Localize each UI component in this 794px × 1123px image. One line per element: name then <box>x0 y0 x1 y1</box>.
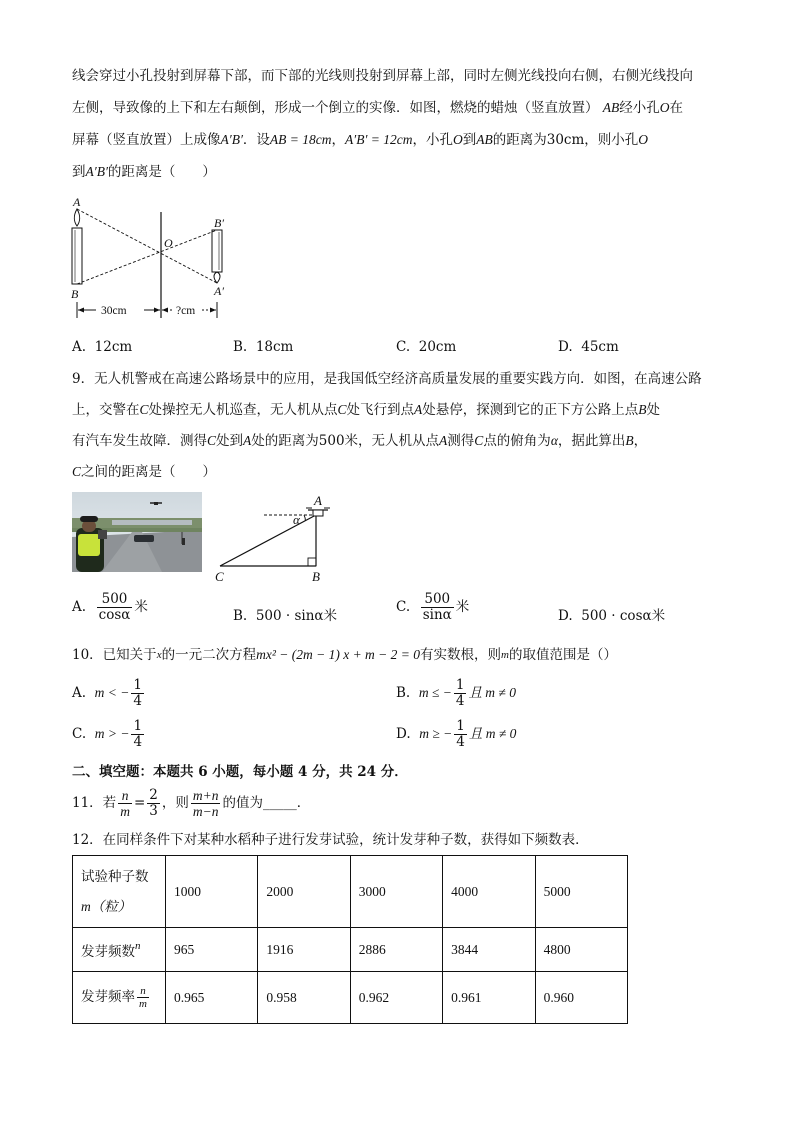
ray-a <box>77 209 217 283</box>
option-unit: 米 <box>455 599 470 615</box>
denominator: m <box>120 804 130 819</box>
option-letter: A. <box>72 339 87 355</box>
table-row <box>73 928 628 972</box>
q9-line-4 <box>72 464 216 480</box>
option-letter: D. <box>558 339 573 355</box>
label-a: A <box>314 493 322 508</box>
fraction <box>147 788 160 819</box>
option-letter: C. <box>396 599 411 615</box>
q9-text: 处悬停，探测到它的正下方公路上点 <box>422 402 639 418</box>
q8-var: AB <box>476 132 493 147</box>
drone-triangle-diagram <box>210 492 340 584</box>
denominator: 4 <box>133 734 143 750</box>
section-heading: 二、填空题：本题共 6 小题，每小题 4 分，共 24 分． <box>72 764 408 780</box>
table-cell: 3000 <box>350 856 442 928</box>
q10-text: 10．已知关于 <box>72 647 157 663</box>
image-candle-flame <box>214 272 220 283</box>
table-row <box>73 972 628 1024</box>
numerator: 1 <box>455 677 465 693</box>
table-cell: 0.958 <box>258 972 350 1024</box>
q8-eq: A′B′ = 12cm <box>345 132 413 147</box>
numerator: n <box>137 985 149 998</box>
table-cell: 0.960 <box>535 972 627 1024</box>
q9-text: 之间的距离是（ ） <box>81 464 217 480</box>
q10-var-m: m <box>501 649 509 661</box>
option-text: 500 · cosα <box>581 608 652 624</box>
q8-var-o: O <box>659 100 670 115</box>
q11-text: ，则 <box>161 795 189 811</box>
q8-text: 到 <box>462 132 477 148</box>
table-row <box>73 856 628 928</box>
row-label: 发芽频数 <box>81 943 135 959</box>
q9-var: B <box>638 402 647 417</box>
fraction <box>421 592 454 623</box>
q10-var-x: x <box>156 649 162 661</box>
row-header <box>73 856 166 928</box>
q8-seg-ab: AB <box>602 100 620 115</box>
q9-option-b[interactable] <box>233 604 337 624</box>
fraction <box>131 719 144 750</box>
q8-text: ，小孔 <box>412 132 453 148</box>
table-cell: 0.965 <box>166 972 258 1024</box>
option-letter: D. <box>558 608 573 624</box>
q8-var: A′B′ <box>85 164 108 179</box>
table-cell: 3844 <box>443 928 535 972</box>
denominator: 3 <box>149 803 158 819</box>
q8-line-4 <box>72 164 216 180</box>
drone-scene-photo <box>72 492 202 572</box>
q9-text: 点的俯角为 <box>483 433 551 449</box>
option-ineq: m > − <box>94 726 130 741</box>
q8-option-a[interactable] <box>72 339 132 355</box>
q9-option-d[interactable] <box>558 604 665 624</box>
q9-text: 处到 <box>216 433 244 449</box>
label-30cm: 30cm <box>101 305 127 317</box>
row-label-unit: m（粒） <box>81 898 132 914</box>
label-a-prime: A′ <box>214 284 224 298</box>
q9-var: A <box>414 402 423 417</box>
q9-text: 处 <box>646 402 661 418</box>
row-header <box>73 972 166 1024</box>
q9-var: A <box>439 433 448 448</box>
option-letter: A. <box>72 685 87 701</box>
q9-var: A <box>243 433 252 448</box>
denominator <box>97 608 133 623</box>
fraction <box>118 788 132 819</box>
fraction <box>191 788 221 819</box>
table-cell: 1000 <box>166 856 258 928</box>
q8-eq: AB = 18cm <box>269 132 332 147</box>
q8-text: 在 <box>669 100 684 116</box>
option-unit: 米 <box>651 608 666 624</box>
q10-option-d[interactable] <box>396 719 516 750</box>
option-text: 45cm <box>581 339 619 355</box>
q9-line-2 <box>72 402 660 418</box>
row-var: n <box>135 939 141 952</box>
q8-line-3 <box>72 132 648 148</box>
option-unit: 米 <box>134 599 148 615</box>
label-qcm: ?cm <box>176 305 196 317</box>
q9-line-3 <box>72 433 647 449</box>
q11-eq: = <box>133 795 146 811</box>
numerator: 1 <box>133 677 142 693</box>
q10-text: 的一元二次方程 <box>161 647 257 663</box>
q9-text: 处飞行到点 <box>346 402 415 418</box>
pinhole-diagram <box>66 192 236 322</box>
q8-var: O <box>453 132 463 147</box>
frequency-table <box>72 855 628 1024</box>
label-o: O <box>164 236 173 250</box>
q10-text: 有实数根，则 <box>420 647 502 663</box>
label-a: A <box>73 195 81 209</box>
q8-text: ．设 <box>242 132 270 148</box>
q12-stem: 12．在同样条件下对某种水稻种子进行发芽试验，统计发芽种子数，获得如下频数表． <box>72 832 589 848</box>
q10-text: 的取值范围是（） <box>508 647 617 663</box>
option-letter: C. <box>72 726 87 742</box>
denominator: 4 <box>456 734 465 750</box>
numerator: 1 <box>133 718 143 734</box>
table-cell: 1916 <box>258 928 350 972</box>
q8-text: 经小孔 <box>619 100 660 116</box>
q9-var: α <box>550 433 558 448</box>
q8-text: 到 <box>72 164 86 180</box>
q10-equation: mx² − (2m − 1) x + m − 2 = 0 <box>256 647 421 662</box>
q9-text: 处操控无人机巡查，无人机从点 <box>148 402 338 418</box>
q8-text: 的距离是（ ） <box>107 164 216 180</box>
option-text: 18cm <box>255 339 294 355</box>
q11-answer-blank[interactable]: 的值为_____． <box>222 795 311 811</box>
right-angle-mark <box>308 558 316 566</box>
option-letter: B. <box>233 339 248 355</box>
row-label: 发芽频率 <box>81 988 135 1004</box>
numerator: 2 <box>149 787 158 803</box>
option-letter: B. <box>233 608 248 624</box>
option-letter: D. <box>396 726 411 742</box>
q9-text: 米，无人机从点 <box>344 433 440 449</box>
q9-text: 有汽车发生故障．测得 <box>72 433 207 449</box>
table-cell: 2886 <box>350 928 442 972</box>
denominator: m−n <box>192 804 219 819</box>
q9-text: 测得 <box>447 433 475 449</box>
q8-option-d[interactable] <box>558 339 619 355</box>
q8-text: ， <box>331 132 345 148</box>
q8-var: O <box>638 132 649 147</box>
label-c: C <box>215 569 224 584</box>
table-cell: 0.961 <box>443 972 535 1024</box>
q9-var: C <box>72 464 82 479</box>
q10-option-a[interactable] <box>72 678 146 709</box>
q9-var: C <box>474 433 484 448</box>
q9-line-1: 9．无人机警戒在高速公路场景中的应用，是我国低空经济高质量发展的重要实践方向．如图，在高速公路 <box>72 371 702 387</box>
label-alpha: α <box>293 512 300 527</box>
candle-flame <box>74 209 79 226</box>
fraction <box>454 678 467 709</box>
q10-option-c[interactable] <box>72 719 146 750</box>
option-letter: C. <box>396 339 411 355</box>
q8-value: 30cm <box>546 132 585 148</box>
option-text: 12cm <box>94 339 133 355</box>
den-text: cosα <box>98 607 131 623</box>
denominator: sinα <box>422 607 452 623</box>
fraction <box>137 985 149 1010</box>
candle-body <box>72 228 82 284</box>
table-cell: 4000 <box>443 856 535 928</box>
q9-var: C <box>139 402 149 417</box>
q11-text: 11．若 <box>72 795 117 811</box>
q8-line-2-text: 左侧，导致像的上下和左右颠倒，形成一个倒立的实像．如图，燃烧的蜡烛（竖直放置） <box>72 100 599 116</box>
numerator: n <box>118 788 132 804</box>
label-b: B <box>312 569 320 584</box>
table-cell: 965 <box>166 928 258 972</box>
option-unit: 米 <box>323 608 338 624</box>
q9-var: C <box>337 402 347 417</box>
numerator: m+n <box>192 788 219 803</box>
option-text: 500 · sinα <box>255 608 324 624</box>
q8-option-c[interactable] <box>396 339 456 355</box>
table-cell: 2000 <box>258 856 350 928</box>
q8-text: 屏幕（竖直放置）上成像 <box>72 132 221 148</box>
q9-text: 处的距离为 <box>251 433 319 449</box>
q8-line-1: 线会穿过小孔投射到屏幕下部，而下部的光线则投射到屏幕上部，同时左侧光线投向右侧，右侧光线投向 <box>72 68 693 84</box>
row-header <box>73 928 166 972</box>
q10-stem <box>72 647 617 663</box>
denominator: 4 <box>133 693 142 709</box>
segment-ca <box>220 515 316 566</box>
q9-value: 500 <box>318 433 345 449</box>
q9-var: B <box>625 433 634 448</box>
numerator: 500 <box>421 592 454 608</box>
option-ineq: m ≥ − <box>419 726 453 741</box>
denominator: 4 <box>455 693 465 709</box>
option-ineq: m < − <box>94 685 130 700</box>
q9-text: ， <box>633 433 648 449</box>
fraction <box>97 592 133 623</box>
option-ineq: m ≤ − <box>418 685 452 700</box>
q9-text: ，据此算出 <box>557 433 626 449</box>
q8-text: 的距离为 <box>492 132 547 148</box>
numerator: 500 <box>97 592 133 608</box>
q9-var: C <box>207 433 217 448</box>
option-letter: A. <box>72 599 87 615</box>
q9-option-a[interactable] <box>72 592 148 623</box>
option-letter: B. <box>396 685 411 701</box>
q11-stem <box>72 788 310 819</box>
option-text: 20cm <box>418 339 457 355</box>
q8-line-2 <box>72 100 683 116</box>
fraction <box>131 678 144 709</box>
table-cell: 4800 <box>535 928 627 972</box>
option-cond: 且 m ≠ 0 <box>468 726 517 741</box>
numerator: 1 <box>456 718 465 734</box>
option-cond: 且 m ≠ 0 <box>468 685 516 700</box>
ray-b <box>77 230 217 284</box>
fraction <box>454 719 467 750</box>
row-label: 试验种子数 <box>81 868 149 884</box>
q9-text: 上，交警在 <box>72 402 140 418</box>
q8-text: ，则小孔 <box>584 132 639 148</box>
label-b: B <box>71 287 79 301</box>
q10-option-b[interactable] <box>396 678 516 709</box>
q8-option-b[interactable] <box>233 339 293 355</box>
denominator: m <box>139 998 147 1011</box>
table-cell: 5000 <box>535 856 627 928</box>
label-b-prime: B′ <box>214 216 224 230</box>
image-candle-body <box>212 230 222 272</box>
table-cell: 0.962 <box>350 972 442 1024</box>
q8-var: A′B′ <box>220 132 243 147</box>
q9-option-c[interactable] <box>396 592 469 623</box>
